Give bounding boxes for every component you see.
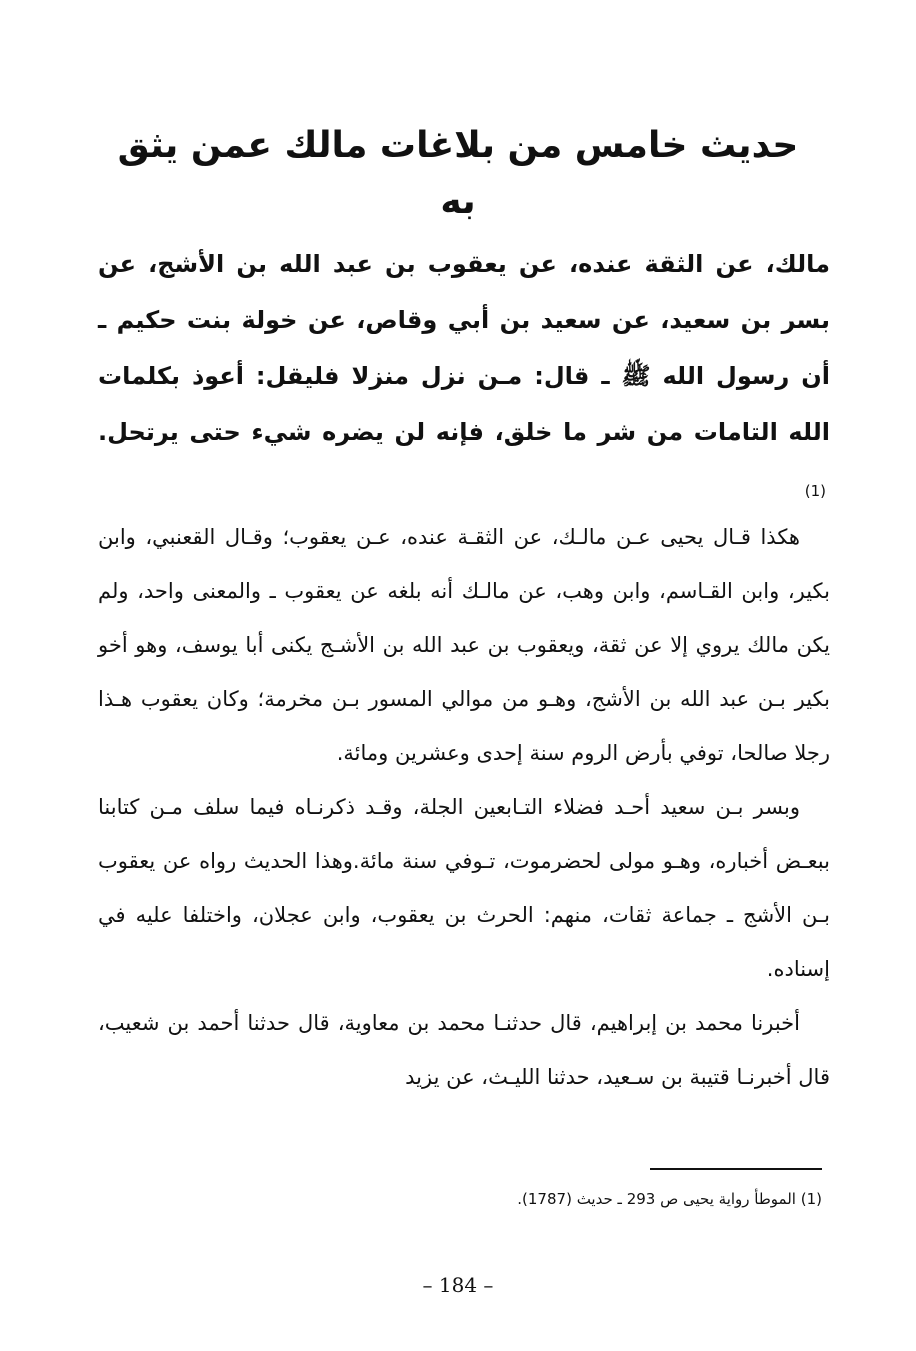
footnote-divider xyxy=(650,1168,822,1170)
page-number: – 184 – xyxy=(422,1273,494,1297)
chapter-title: حديث خامس من بلاغات مالك عمن يثق به xyxy=(117,125,799,222)
footnote-reference: (1) xyxy=(804,482,826,500)
commentary-paragraph: هكذا قـال يحيى عـن مالـك، عن الثقـة عنده، عـن يعقوب؛ وقـال القعنبي، وابن بكير، وابن القـاسم، وابن وهب، عن مالـك أنه بلغه عن يعقوب ـ والمعنى واحد، ولم يكن مالك يروي إلا عن ثقة، ويعقوب بن عبد الله بن الأشـج يكنى أبا يوسف، وهو أخو بكير بـن عبد الله بن الأشج، وهـو من موالي المسور بـن مخرمة؛ وكان يعقوب هـذا رجلا صالحا، توفي بأرض الروم سنة إحدى وعشرين ومائة. xyxy=(98,525,830,765)
hadith-text xyxy=(98,236,830,519)
commentary-paragraph: وبسر بـن سعيد أحـد فضلاء التـابعين الجلة، وقـد ذكرنـاه فيما سلف مـن كتابنا ببعـض أخباره، وهـو مولى لحضرموت، تـوفي سنة مائة.وهذا الحديث رواه عن يعقوب بـن الأشج ـ جماعة ثقات، منهم: الحرث بن يعقوب، وابن عجلان، واختلفا عليه في إسناده. xyxy=(98,795,830,981)
hadith-text-body: مالك، عن الثقة عنده، عن يعقوب بن عبد الله بن الأشج، عن بسر بن سعيد، عن سعيد بن أبي وقاص، عن خولة بنت حكيم ـ أن رسول الله ﷺ ـ قال: مـن نزل منزلا فليقل: أعوذ بكلمات الله التامات من شر ما خلق، فإنه لن يضره شيء حتى يرتحل. xyxy=(98,250,830,446)
footnote: (1) الموطأ رواية يحيى ص 293 ـ حديث (1787). xyxy=(517,1190,822,1208)
commentary-paragraph: أخبرنا محمد بن إبراهيم، قال حدثنـا محمد بن معاوية، قال حدثنا أحمد بن شعيب، قال أخبرنـا قتيبة بن سـعيد، حدثنا الليـث، عن يزيد xyxy=(98,1011,830,1089)
commentary xyxy=(98,510,830,1104)
